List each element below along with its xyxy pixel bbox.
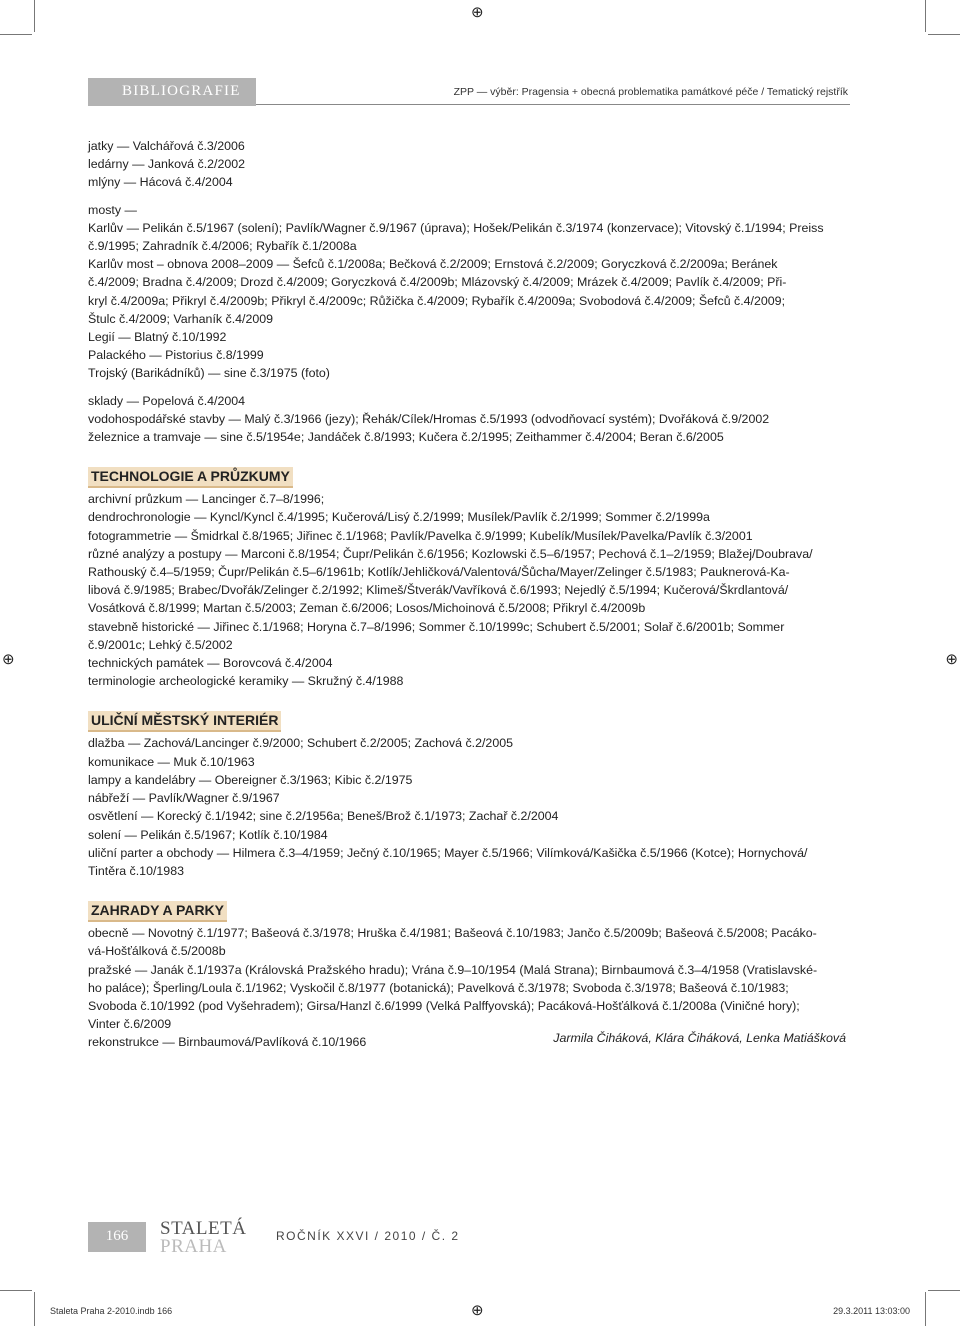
crop-mark <box>925 1292 926 1326</box>
index-entry: libová č.9/1985; Brabec/Dvořák/Zelinger č.2/1992; Klimeš/Štverák/Vavříková č.6/1993; Nejedlý č.5/1994; Kučerová/Škrdlantová/ <box>88 583 789 598</box>
index-entry: Palackého — Pistorius č.8/1999 <box>88 348 264 363</box>
registration-mark-icon: ⊕ <box>945 651 958 668</box>
index-entry: lampy a kandelábry — Obereigner č.3/1963; Kibic č.2/1975 <box>88 772 413 787</box>
journal-logo-top: STALETÁ <box>160 1218 247 1239</box>
index-entry: č.9/1995; Zahradník č.4/2006; Rybařík č.1/2008a <box>88 239 357 254</box>
spacer <box>88 880 848 889</box>
index-entry: rekonstrukce — Birnbaumová/Pavlíková č.10/1966 <box>88 1035 367 1050</box>
section-heading-row <box>88 711 848 732</box>
index-entry: dlažba — Zachová/Lancinger č.9/2000; Schubert č.2/2005; Zachová č.2/2005 <box>88 736 513 751</box>
section-label <box>88 78 256 106</box>
index-entry: uliční parter a obchody — Hilmera č.3–4/1959; Ječný č.10/1965; Mayer č.5/1966; Vilímková/Kašička č.5/1966 (Kotce); Hornychová/ <box>88 845 808 860</box>
section-heading: TECHNOLOGIE A PRŮZKUMY <box>88 467 293 488</box>
crop-mark <box>928 34 960 35</box>
index-entry: obecně — Novotný č.1/1977; Bašeová č.3/1978; Hruška č.4/1981; Bašeová č.10/1983; Jančo č.5/2009b; Bašeová č.5/2008; Pacáko- <box>88 926 817 941</box>
index-entry: jatky — Valchářová č.3/2006 <box>88 139 245 153</box>
section-heading: ZAHRADY A PARKY <box>88 901 227 922</box>
index-entry: nábřeží — Pavlík/Wagner č.9/1967 <box>88 791 280 806</box>
crop-mark <box>34 1292 35 1326</box>
spacer <box>88 446 848 455</box>
index-entry: fotogrammetrie — Šmidrkal č.8/1965; Jiřinec č.1/1968; Pavlík/Pavelka č.9/1999; Kubelík/Musílek/Pavelka/Pavlík č.3/2001 <box>88 528 753 543</box>
index-content <box>88 137 848 1052</box>
registration-mark-icon: ⊕ <box>471 4 484 21</box>
crop-mark <box>928 1290 960 1291</box>
running-header: ZPP — výběr: Pragensia + obecná problematika památkové péče / Tematický rejstřík <box>453 86 848 98</box>
index-entry: Rathouský č.4–5/1959; Čupr/Pelikán č.5–6/1961b; Kotlík/Jehličková/Valentová/Šůcha/Mayer/Zelinger č.5/1983; Pauknerová-Ka- <box>88 565 790 580</box>
index-entry: Vosátková č.8/1999; Martan č.5/2003; Zeman č.6/2006; Losos/Michoinová č.5/2008; Přikryl č.4/2009b <box>88 601 646 616</box>
index-entry: ledárny — Janková č.2/2002 <box>88 157 246 172</box>
index-entry: Štulc č.4/2009; Varhaník č.4/2009 <box>88 311 274 326</box>
index-entry: Legií — Blatný č.10/1992 <box>88 330 227 345</box>
index-entry: mosty — <box>88 202 137 217</box>
section-title: BIBLIOGRAFIE <box>122 83 241 99</box>
index-entry: dendrochronologie — Kyncl/Kyncl č.4/1995; Kučerová/Lisý č.2/1999; Musílek/Pavlík č.2/1999; Sommer č.2/1999a <box>88 510 710 525</box>
crop-mark <box>0 1290 32 1291</box>
index-entry: solení — Pelikán č.5/1967; Kotlík č.10/1984 <box>88 827 328 842</box>
index-entry: č.4/2009; Bradna č.4/2009; Drozd č.4/2009; Goryczková č.4/2009b; Mlázovský č.4/2009; Mrázek č.4/2009; Pavlík č.4/2009; Při- <box>88 275 787 290</box>
index-entry: pražské — Janák č.1/1937a (Královská Pražského hradu); Vrána č.9–10/1954 (Malá Strana); Birnbaumová č.3–4/1958 (Vratislavské- <box>88 962 818 977</box>
crop-mark <box>0 34 32 35</box>
issue-label: ROČNÍK XXVI / 2010 / Č. 2 <box>276 1229 460 1243</box>
spacer <box>88 383 848 392</box>
file-name: Staleta Praha 2-2010.indb 166 <box>50 1306 173 1316</box>
print-timestamp: 29.3.2011 13:03:00 <box>833 1306 910 1316</box>
index-entry: kryl č.4/2009a; Přikryl č.4/2009b; Přikryl č.4/2009c; Růžička č.4/2009; Rybařík č.4/2009a; Svobodová č.4/2009; Šefců č.4/2009; <box>88 293 786 308</box>
registration-mark-icon: ⊕ <box>2 651 15 668</box>
header-rule <box>256 104 850 105</box>
index-entry: mlýny — Hácová č.4/2004 <box>88 175 233 190</box>
signature: Jarmila Čiháková, Klára Čiháková, Lenka Matiášková <box>553 1031 846 1045</box>
index-entry: Karlův — Pelikán č.5/1967 (solení); Pavlík/Wagner č.9/1967 (úprava); Hošek/Pelikán č.3/1974 (konzervace); Vitovský č.1/1994; Preiss <box>88 220 824 235</box>
index-entry: vá-Hošťálková č.5/2008b <box>88 944 226 959</box>
registration-mark-icon: ⊕ <box>471 1302 484 1319</box>
index-entry: sklady — Popelová č.4/2004 <box>88 393 246 408</box>
spacer <box>88 192 848 201</box>
index-entry: ho paláce); Šperling/Loula č.1/1962; Vyskočil č.8/1977 (botanická); Pavelková č.3/1978; Svoboda č.3/1978; Bašeová č.10/1983; <box>88 980 789 995</box>
spacer <box>88 690 848 699</box>
page-number: 166 <box>105 1228 129 1244</box>
section-heading-row <box>88 901 848 922</box>
index-entry: komunikace — Muk č.10/1963 <box>88 754 255 769</box>
page-number-box <box>88 1222 146 1252</box>
index-entry: stavebně historické — Jiřinec č.1/1968; Horyna č.7–8/1996; Sommer č.10/1999c; Schubert č.5/2001; Solař č.6/2001b; Sommer <box>88 619 785 634</box>
crop-mark <box>925 0 926 32</box>
index-entry: archivní průzkum — Lancinger č.7–8/1996; <box>88 492 325 507</box>
crop-mark <box>34 0 35 32</box>
index-entry: Trojský (Barikádníků) — sine č.3/1975 (foto) <box>88 366 330 381</box>
journal-logo-bottom: PRAHA <box>160 1236 227 1257</box>
section-heading-row <box>88 467 848 488</box>
index-entry: různé analýzy a postupy — Marconi č.8/1954; Čupr/Pelikán č.6/1956; Kozlowski č.5–6/1957; Pechová č.1–2/1959; Blažej/Doubrava/ <box>88 546 813 561</box>
index-entry: Vinter č.6/2009 <box>88 1017 172 1032</box>
section-heading: ULIČNÍ MĚSTSKÝ INTERIÉR <box>88 711 281 732</box>
index-entry: terminologie archeologické keramiky — Skružný č.4/1988 <box>88 674 404 689</box>
index-entry: Tintěra č.10/1983 <box>88 863 184 878</box>
index-entry: osvětlení — Korecký č.1/1942; sine č.2/1956a; Beneš/Brož č.1/1973; Zachař č.2/2004 <box>88 809 559 824</box>
index-entry: technických památek — Borovcová č.4/2004 <box>88 656 333 671</box>
index-entry: Karlův most – obnova 2008–2009 — Šefců č.1/2008a; Bečková č.2/2009; Ernstová č.2/2009; Goryczková č.2/2009a; Beránek <box>88 257 778 272</box>
index-entry: vodohospodářské stavby — Malý č.3/1966 (jezy); Řehák/Cílek/Hromas č.5/1993 (odvodňovací systém); Dvořáková č.9/2002 <box>88 411 770 426</box>
index-entry: č.9/2001c; Lehký č.5/2002 <box>88 637 233 652</box>
index-entry: železnice a tramvaje — sine č.5/1954e; Jandáček č.8/1993; Kučera č.2/1995; Zeithammer č.4/2004; Beran č.6/2005 <box>88 430 724 445</box>
index-entry: Svoboda č.10/1992 (pod Vyšehradem); Girsa/Hanzl č.6/1999 (Velká Palffyovská); Pacáková-Hošťálková č.1/2008a (Viničné hory); <box>88 998 800 1013</box>
